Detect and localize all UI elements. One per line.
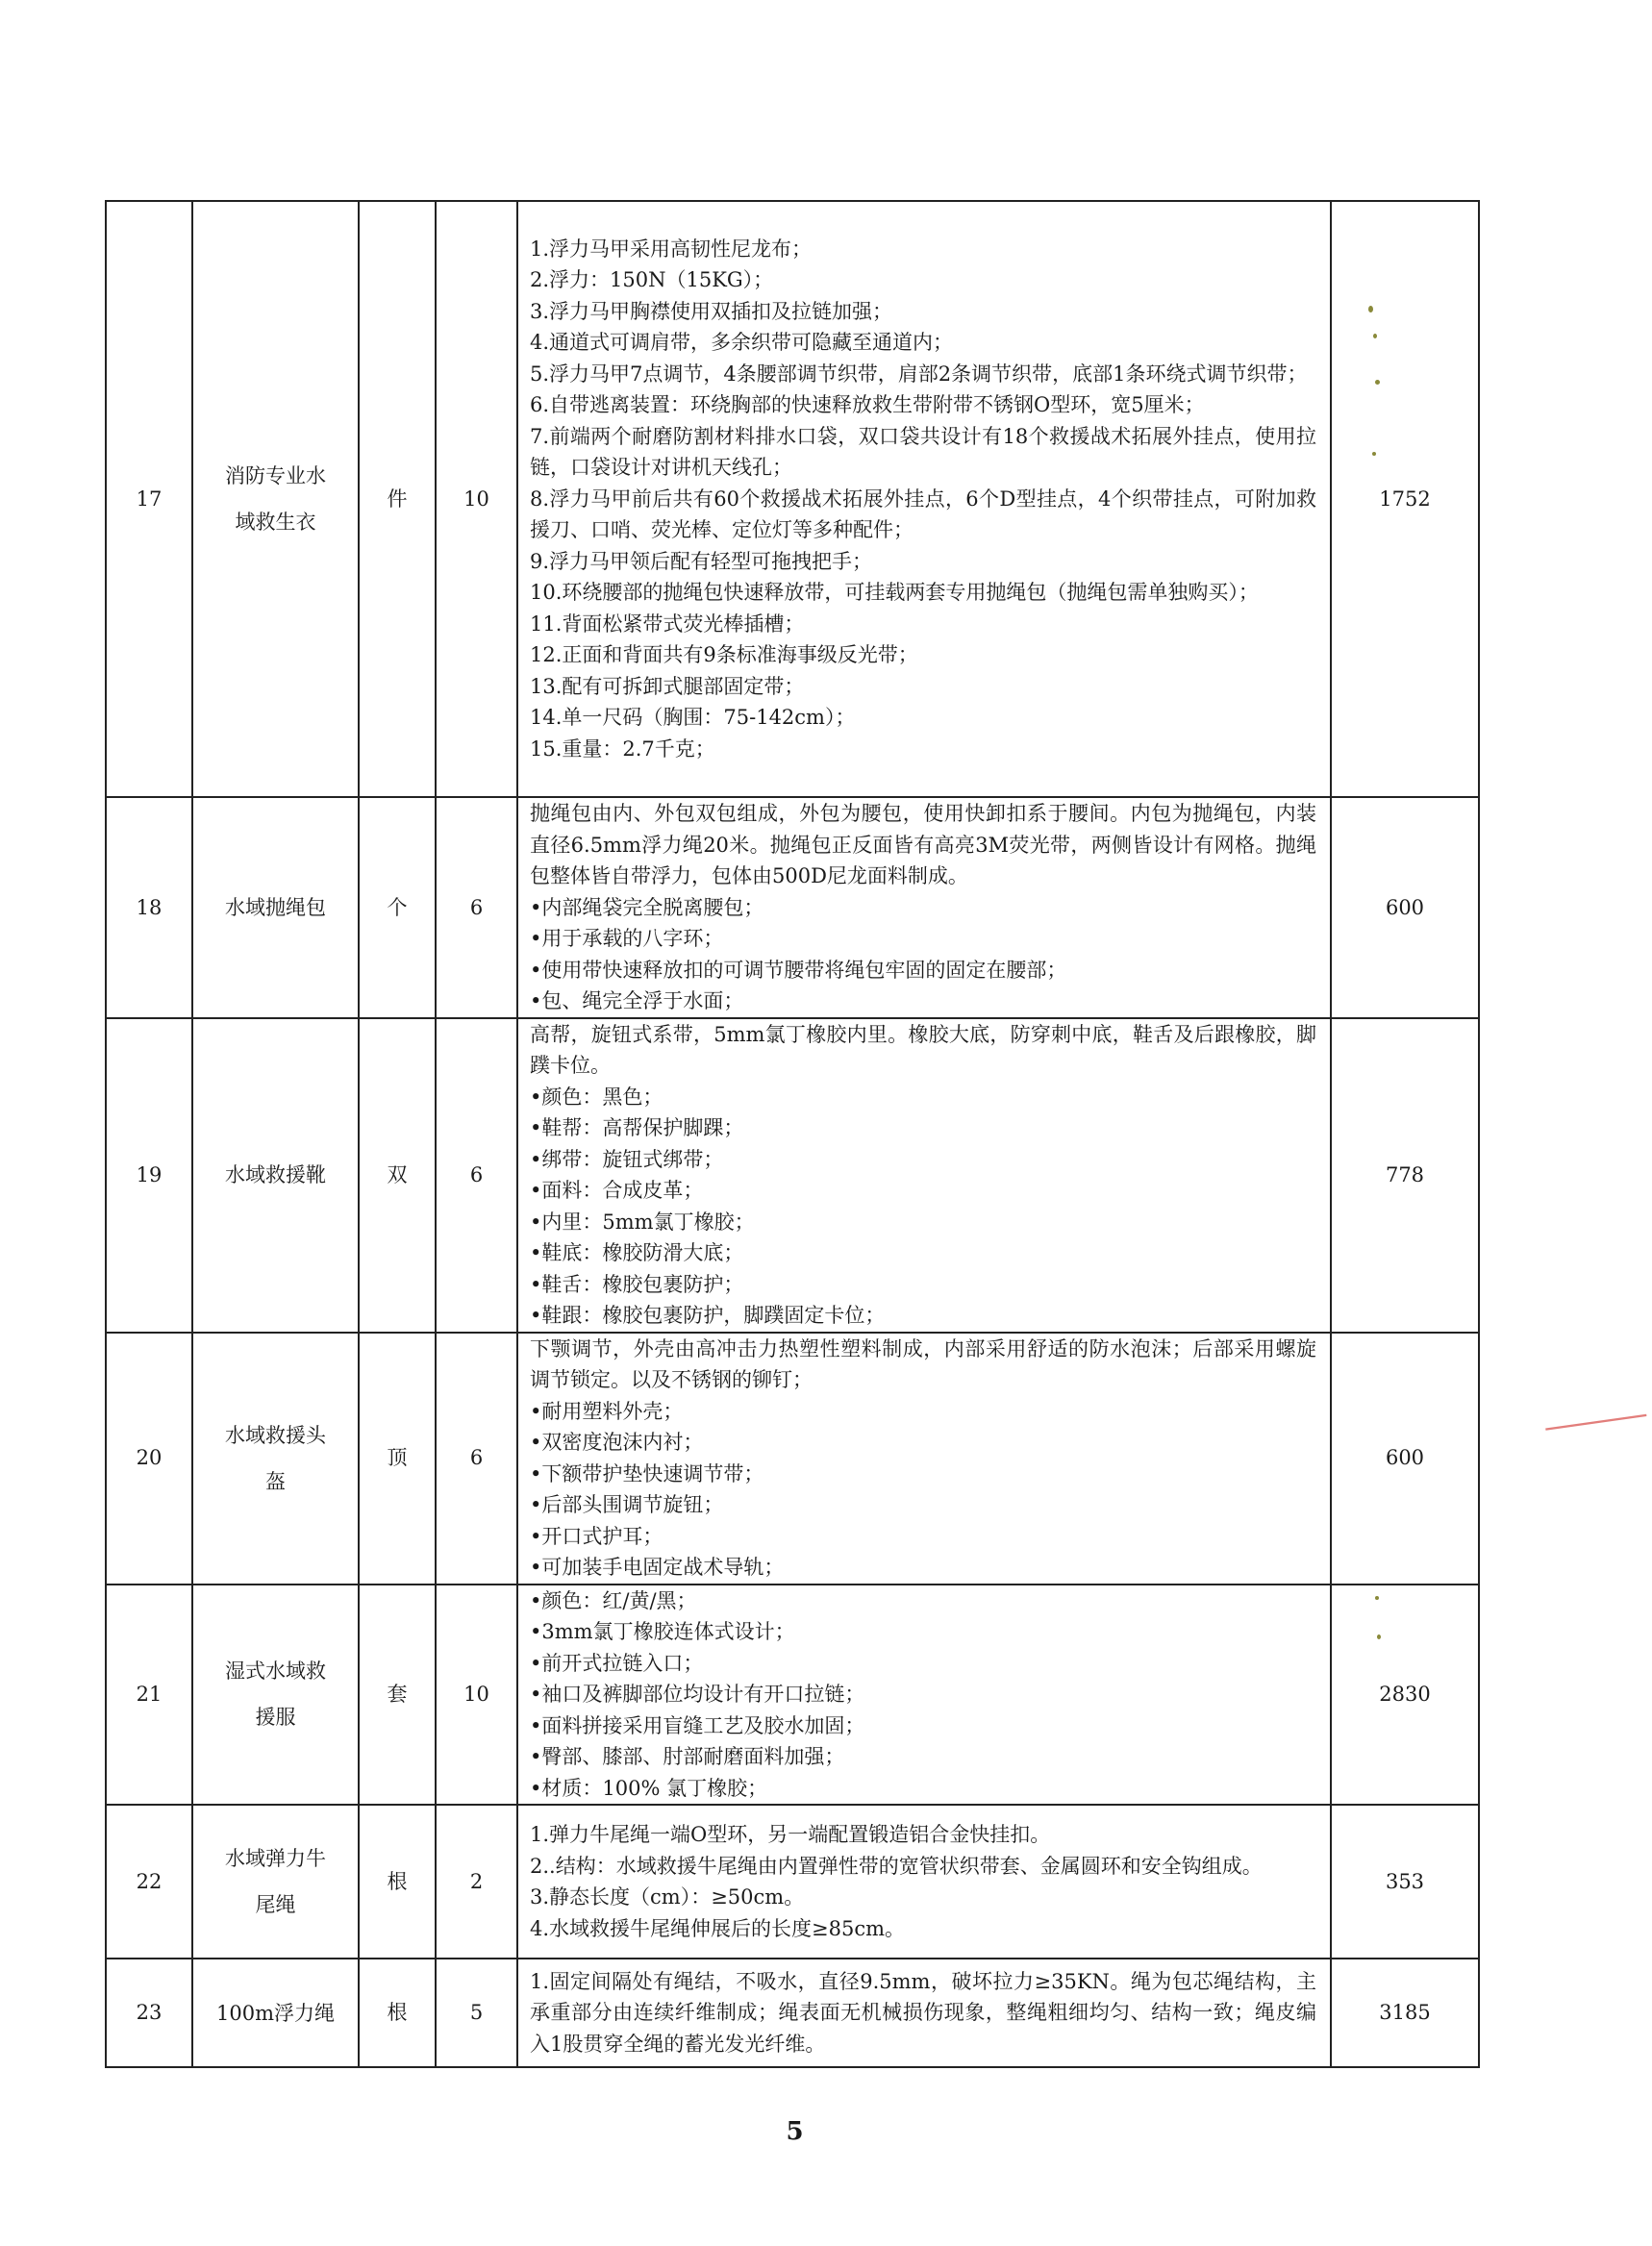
page-number: 5: [786, 2117, 804, 2146]
spec-line: •下额带护垫快速调节带；: [530, 1461, 764, 1485]
spec-line: •臀部、膝部、肘部耐磨面料加强；: [530, 1745, 845, 1768]
item-name: 100m浮力绳: [192, 1959, 359, 2067]
item-name: [192, 1805, 359, 1959]
scan-speck: [1368, 306, 1373, 312]
spec-line: •3mm氯丁橡胶连体式设计；: [530, 1620, 795, 1643]
scan-speck: [1373, 334, 1377, 338]
row-number: 22: [106, 1805, 192, 1959]
item-price: 353: [1331, 1805, 1479, 1959]
row-number: 21: [106, 1585, 192, 1806]
spec-line: •鞋帮：高帮保护脚踝；: [530, 1116, 744, 1139]
spec-line: 15.重量：2.7千克；: [530, 736, 715, 761]
table-row: [106, 1959, 1479, 2067]
item-specification: [517, 201, 1331, 797]
item-specification: [517, 1585, 1331, 1806]
seal-stamp: ⸻: [1539, 1387, 1652, 1452]
item-unit: 根: [359, 1805, 436, 1959]
spec-line: 10.环绕腰部的抛绳包快速释放带，可挂载两套专用抛绳包（抛绳包需单独购买）；: [530, 581, 1259, 605]
item-unit: 根: [359, 1959, 436, 2067]
table-body: [106, 201, 1479, 2067]
spec-line: 2..结构：水域救援牛尾绳由内置弹性带的宽管状织带套、金属圆环和安全钩组成。: [530, 1854, 1263, 1878]
item-price: 2830: [1331, 1585, 1479, 1806]
table-row: [106, 201, 1479, 797]
item-specification: [517, 1959, 1331, 2067]
item-quantity: 5: [436, 1959, 517, 2067]
spec-line: 4.通道式可调肩带，多余织带可隐藏至通道内；: [530, 331, 954, 355]
spec-line: •鞋舌：橡胶包裹防护；: [530, 1272, 744, 1296]
spec-line: •材质：100% 氯丁橡胶；: [530, 1776, 768, 1800]
spec-line: •袖口及裤脚部位均设计有开口拉链；: [530, 1683, 865, 1706]
spec-line: 4.水域救援牛尾绳伸展后的长度≥85cm。: [530, 1916, 906, 1940]
row-number: 19: [106, 1018, 192, 1333]
spec-line: 11.背面松紧带式荧光棒插槽；: [530, 611, 805, 636]
item-price: 600: [1331, 1333, 1479, 1585]
spec-line: 6.自带逃离装置：环绕胸部的快速释放救生带附带不锈钢O型环，宽5厘米；: [530, 393, 1205, 417]
spec-line: 8.浮力马甲前后共有60个救援战术拓展外挂点，6个D型挂点，4个织带挂点，可附加救援刀、口哨、荧光棒、定位灯等多种配件；: [530, 487, 1316, 542]
item-quantity: 2: [436, 1805, 517, 1959]
spec-line: •鞋跟：橡胶包裹防护，脚蹼固定卡位；: [530, 1304, 886, 1327]
spec-line: 下颚调节，外壳由高冲击力热塑性塑料制成，内部采用舒适的防水泡沫；后部采用螺旋调节锁定。以及不锈钢的铆钉；: [530, 1336, 1316, 1391]
item-name: [192, 201, 359, 797]
item-specification: [517, 797, 1331, 1018]
equipment-spec-table: [105, 200, 1480, 2068]
item-name-line: 盔: [265, 1469, 286, 1493]
spec-line: •后部头围调节旋钮；: [530, 1493, 724, 1516]
item-specification: [517, 1333, 1331, 1585]
item-specification: [517, 1805, 1331, 1959]
item-name-line: 域救生衣: [235, 511, 316, 534]
item-name-line: 水域弹力牛: [225, 1847, 326, 1870]
spec-line: 高帮，旋钮式系带，5mm氯丁橡胶内里。橡胶大底，防穿刺中底，鞋舌及后跟橡胶，脚蹼卡位。: [530, 1022, 1316, 1077]
table-row: [106, 1585, 1479, 1806]
spec-line: •内部绳袋完全脱离腰包；: [530, 895, 764, 919]
spec-line: 5.浮力马甲7点调节，4条腰部调节织带，肩部2条调节织带，底部1条环绕式调节织带；: [530, 362, 1308, 386]
spec-line: •内里：5mm氯丁橡胶；: [530, 1210, 755, 1234]
item-unit: 套: [359, 1585, 436, 1806]
item-name: [192, 1333, 359, 1585]
spec-line: •开口式护耳；: [530, 1524, 663, 1548]
item-quantity: 6: [436, 1333, 517, 1585]
table-row: [106, 797, 1479, 1018]
item-name: 水域救援靴: [192, 1018, 359, 1333]
spec-line: •耐用塑料外壳；: [530, 1399, 684, 1423]
item-price: 778: [1331, 1018, 1479, 1333]
spec-line: 3.静态长度（cm）：≥50cm。: [530, 1885, 805, 1909]
spec-line: •用于承载的八字环；: [530, 927, 724, 950]
scan-speck: [1375, 1596, 1379, 1600]
item-name: [192, 1585, 359, 1806]
spec-line: 2.浮力：150N（15KG）；: [530, 268, 774, 292]
spec-line: •可加装手电固定战术导轨；: [530, 1556, 785, 1579]
item-quantity: 6: [436, 1018, 517, 1333]
spec-line: •绑带：旋钮式绑带；: [530, 1147, 724, 1171]
item-unit: 顶: [359, 1333, 436, 1585]
table-row: [106, 1018, 1479, 1333]
scan-speck: [1372, 452, 1376, 456]
scan-speck: [1377, 1635, 1381, 1639]
item-price: 600: [1331, 797, 1479, 1018]
row-number: 20: [106, 1333, 192, 1585]
row-number: 17: [106, 201, 192, 797]
spec-line: 1.固定间隔处有绳结，不吸水，直径9.5mm，破坏拉力≥35KN。绳为包芯绳结构，主承重部分由连续纤维制成；绳表面无机械损伤现象，整绳粗细均匀、结构一致；绳皮编入1股贯穿全绳的蓄光发光纤维。: [530, 1969, 1316, 2056]
row-number: 23: [106, 1959, 192, 2067]
item-quantity: 10: [436, 201, 517, 797]
item-unit: 双: [359, 1018, 436, 1333]
item-name-line: 水域救援头: [225, 1423, 326, 1447]
item-price: 1752: [1331, 201, 1479, 797]
scan-speck: [1375, 380, 1380, 385]
item-quantity: 10: [436, 1585, 517, 1806]
spec-line: 抛绳包由内、外包双包组成，外包为腰包，使用快卸扣系于腰间。内包为抛绳包，内装直径6.5mm浮力绳20米。抛绳包正反面皆有高亮3M荧光带，两侧皆设计有网格。抛绳包整体皆自带浮力，包体由500D尼龙面料制成。: [530, 802, 1316, 887]
item-price: 3185: [1331, 1959, 1479, 2067]
spec-line: 9.浮力马甲领后配有轻型可拖拽把手；: [530, 549, 873, 573]
item-specification: [517, 1018, 1331, 1333]
row-number: 18: [106, 797, 192, 1018]
item-name-line: 湿式水域救: [225, 1660, 326, 1684]
spec-line: •鞋底：橡胶防滑大底；: [530, 1241, 744, 1264]
spec-line: •前开式拉链入口；: [530, 1651, 704, 1675]
spec-line: •面料拼接采用盲缝工艺及胶水加固；: [530, 1713, 865, 1737]
spec-line: 7.前端两个耐磨防割材料排水口袋，双口袋共设计有18个救援战术拓展外挂点，使用拉链，口袋设计对讲机天线孔；: [530, 424, 1316, 480]
item-name: 水域抛绳包: [192, 797, 359, 1018]
spec-line: 12.正面和背面共有9条标准海事级反光带；: [530, 643, 918, 667]
table-row: [106, 1333, 1479, 1585]
spec-line: •双密度泡沫内衬；: [530, 1431, 704, 1454]
spec-line: 14.单一尺码（胸围：75-142cm）；: [530, 706, 856, 730]
spec-line: •包、绳完全浮于水面；: [530, 989, 744, 1012]
spec-line: •使用带快速释放扣的可调节腰带将绳包牢固的固定在腰部；: [530, 958, 1067, 982]
spec-line: 1.浮力马甲采用高韧性尼龙布；: [530, 237, 813, 261]
spec-line: •颜色：红/黄/黑；: [530, 1588, 697, 1612]
item-quantity: 6: [436, 797, 517, 1018]
item-name-line: 援服: [255, 1706, 296, 1730]
item-name-line: 尾绳: [255, 1893, 296, 1916]
table-row: [106, 1805, 1479, 1959]
item-unit: 件: [359, 201, 436, 797]
item-name-line: 消防专业水: [225, 464, 326, 487]
spec-line: •面料：合成皮革；: [530, 1179, 704, 1202]
spec-line: 13.配有可拆卸式腿部固定带；: [530, 674, 805, 698]
spec-line: 3.浮力马甲胸襟使用双插扣及拉链加强；: [530, 299, 893, 323]
item-unit: 个: [359, 797, 436, 1018]
spec-line: 1.弹力牛尾绳一端O型环，另一端配置锻造铝合金快挂扣。: [530, 1823, 1051, 1846]
spec-line: •颜色：黑色；: [530, 1085, 663, 1109]
